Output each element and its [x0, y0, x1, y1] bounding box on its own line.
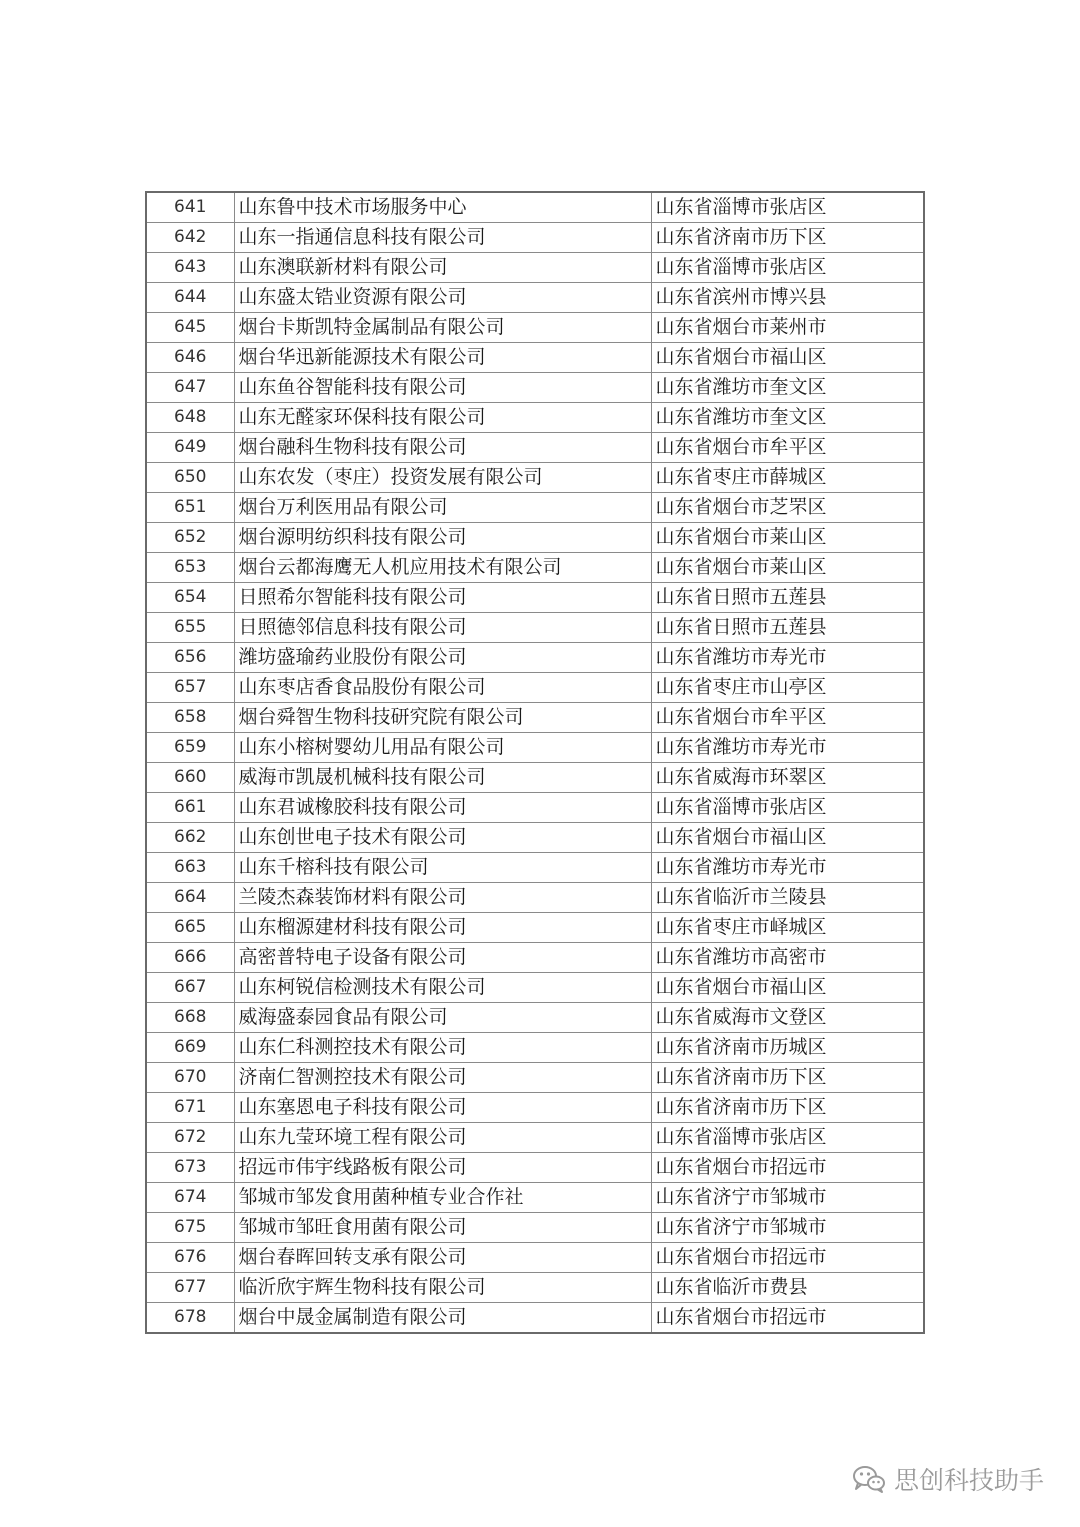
row-number-cell: 643	[146, 253, 234, 283]
table-row	[146, 463, 924, 493]
location-cell: 山东省烟台市牟平区	[651, 433, 924, 463]
company-name-cell: 潍坊盛瑜药业股份有限公司	[234, 643, 651, 673]
location-cell: 山东省淄博市张店区	[651, 253, 924, 283]
location-cell: 山东省日照市五莲县	[651, 613, 924, 643]
table-row	[146, 403, 924, 433]
company-name-cell: 招远市伟宇线路板有限公司	[234, 1153, 651, 1183]
row-number-cell: 673	[146, 1153, 234, 1183]
table-row	[146, 1243, 924, 1273]
location-cell: 山东省日照市五莲县	[651, 583, 924, 613]
table-row	[146, 313, 924, 343]
table-row	[146, 763, 924, 793]
row-number-cell: 662	[146, 823, 234, 853]
row-number-cell: 678	[146, 1303, 234, 1334]
table-row	[146, 1033, 924, 1063]
table-row	[146, 283, 924, 313]
row-number-cell: 642	[146, 223, 234, 253]
watermark-text: 思创科技助手	[893, 1466, 1044, 1495]
row-number-cell: 674	[146, 1183, 234, 1213]
company-name-cell: 烟台舜智生物科技研究院有限公司	[234, 703, 651, 733]
table-row	[146, 703, 924, 733]
company-name-cell: 威海市凯晟机械科技有限公司	[234, 763, 651, 793]
location-cell: 山东省烟台市招远市	[651, 1303, 924, 1334]
row-number-cell: 641	[146, 192, 234, 223]
location-cell: 山东省临沂市兰陵县	[651, 883, 924, 913]
table-row	[146, 793, 924, 823]
table-row	[146, 373, 924, 403]
location-cell: 山东省威海市文登区	[651, 1003, 924, 1033]
row-number-cell: 652	[146, 523, 234, 553]
row-number-cell: 671	[146, 1093, 234, 1123]
company-name-cell: 山东塞恩电子科技有限公司	[234, 1093, 651, 1123]
company-name-cell: 邹城市邹发食用菌种植专业合作社	[234, 1183, 651, 1213]
company-name-cell: 山东千榕科技有限公司	[234, 853, 651, 883]
row-number-cell: 664	[146, 883, 234, 913]
company-name-cell: 山东鱼谷智能科技有限公司	[234, 373, 651, 403]
table-row	[146, 943, 924, 973]
table-row	[146, 523, 924, 553]
company-name-cell: 烟台中晟金属制造有限公司	[234, 1303, 651, 1334]
row-number-cell: 665	[146, 913, 234, 943]
row-number-cell: 649	[146, 433, 234, 463]
location-cell: 山东省枣庄市薛城区	[651, 463, 924, 493]
location-cell: 山东省济南市历城区	[651, 1033, 924, 1063]
row-number-cell: 657	[146, 673, 234, 703]
company-name-cell: 山东九莹环境工程有限公司	[234, 1123, 651, 1153]
row-number-cell: 667	[146, 973, 234, 1003]
company-name-cell: 邹城市邹旺食用菌有限公司	[234, 1213, 651, 1243]
row-number-cell: 656	[146, 643, 234, 673]
company-name-cell: 烟台春晖回转支承有限公司	[234, 1243, 651, 1273]
row-number-cell: 670	[146, 1063, 234, 1093]
table-row	[146, 343, 924, 373]
row-number-cell: 659	[146, 733, 234, 763]
row-number-cell: 663	[146, 853, 234, 883]
location-cell: 山东省烟台市福山区	[651, 973, 924, 1003]
location-cell: 山东省淄博市张店区	[651, 192, 924, 223]
row-number-cell: 672	[146, 1123, 234, 1153]
row-number-cell: 651	[146, 493, 234, 523]
location-cell: 山东省烟台市莱州市	[651, 313, 924, 343]
enterprise-table	[145, 191, 925, 1334]
location-cell: 山东省济宁市邹城市	[651, 1213, 924, 1243]
company-name-cell: 山东创世电子技术有限公司	[234, 823, 651, 853]
table-row	[146, 823, 924, 853]
location-cell: 山东省潍坊市寿光市	[651, 643, 924, 673]
location-cell: 山东省潍坊市高密市	[651, 943, 924, 973]
row-number-cell: 653	[146, 553, 234, 583]
company-name-cell: 山东小榕树婴幼儿用品有限公司	[234, 733, 651, 763]
company-name-cell: 山东榴源建材科技有限公司	[234, 913, 651, 943]
company-name-cell: 高密普特电子设备有限公司	[234, 943, 651, 973]
company-name-cell: 山东一指通信息科技有限公司	[234, 223, 651, 253]
row-number-cell: 666	[146, 943, 234, 973]
table-row	[146, 673, 924, 703]
row-number-cell: 675	[146, 1213, 234, 1243]
company-name-cell: 山东仁科测控技术有限公司	[234, 1033, 651, 1063]
row-number-cell: 668	[146, 1003, 234, 1033]
table-row	[146, 1303, 924, 1334]
location-cell: 山东省烟台市芝罘区	[651, 493, 924, 523]
table-row	[146, 493, 924, 523]
location-cell: 山东省潍坊市寿光市	[651, 853, 924, 883]
row-number-cell: 660	[146, 763, 234, 793]
wechat-icon	[852, 1464, 886, 1494]
row-number-cell: 648	[146, 403, 234, 433]
company-name-cell: 日照希尔智能科技有限公司	[234, 583, 651, 613]
company-name-cell: 烟台源明纺织科技有限公司	[234, 523, 651, 553]
location-cell: 山东省临沂市费县	[651, 1273, 924, 1303]
table-row	[146, 853, 924, 883]
table-row	[146, 1153, 924, 1183]
row-number-cell: 669	[146, 1033, 234, 1063]
location-cell: 山东省枣庄市峄城区	[651, 913, 924, 943]
company-name-cell: 山东无醛家环保科技有限公司	[234, 403, 651, 433]
company-name-cell: 兰陵杰森装饰材料有限公司	[234, 883, 651, 913]
row-number-cell: 650	[146, 463, 234, 493]
location-cell: 山东省滨州市博兴县	[651, 283, 924, 313]
company-name-cell: 山东澳联新材料有限公司	[234, 253, 651, 283]
watermark	[852, 1461, 1044, 1497]
location-cell: 山东省淄博市张店区	[651, 793, 924, 823]
table-row	[146, 883, 924, 913]
location-cell: 山东省潍坊市奎文区	[651, 403, 924, 433]
company-name-cell: 山东柯锐信检测技术有限公司	[234, 973, 651, 1003]
company-name-cell: 烟台融科生物科技有限公司	[234, 433, 651, 463]
table-row	[146, 192, 924, 223]
row-number-cell: 647	[146, 373, 234, 403]
company-name-cell: 济南仁智测控技术有限公司	[234, 1063, 651, 1093]
company-name-cell: 山东盛太锆业资源有限公司	[234, 283, 651, 313]
company-name-cell: 日照德邻信息科技有限公司	[234, 613, 651, 643]
row-number-cell: 655	[146, 613, 234, 643]
table-row	[146, 1183, 924, 1213]
company-name-cell: 烟台云都海鹰无人机应用技术有限公司	[234, 553, 651, 583]
table-body	[146, 192, 924, 1333]
table-row	[146, 733, 924, 763]
table-row	[146, 1213, 924, 1243]
table-row	[146, 613, 924, 643]
location-cell: 山东省烟台市福山区	[651, 343, 924, 373]
location-cell: 山东省烟台市莱山区	[651, 553, 924, 583]
location-cell: 山东省潍坊市寿光市	[651, 733, 924, 763]
row-number-cell: 677	[146, 1273, 234, 1303]
row-number-cell: 646	[146, 343, 234, 373]
location-cell: 山东省济南市历下区	[651, 1093, 924, 1123]
company-name-cell: 烟台万利医用品有限公司	[234, 493, 651, 523]
table-row	[146, 553, 924, 583]
company-name-cell: 烟台华迅新能源技术有限公司	[234, 343, 651, 373]
table-row	[146, 433, 924, 463]
location-cell: 山东省淄博市张店区	[651, 1123, 924, 1153]
location-cell: 山东省济宁市邹城市	[651, 1183, 924, 1213]
company-name-cell: 山东鲁中技术市场服务中心	[234, 192, 651, 223]
company-name-cell: 临沂欣宇辉生物科技有限公司	[234, 1273, 651, 1303]
row-number-cell: 676	[146, 1243, 234, 1273]
location-cell: 山东省威海市环翠区	[651, 763, 924, 793]
row-number-cell: 658	[146, 703, 234, 733]
table-row	[146, 223, 924, 253]
table-row	[146, 973, 924, 1003]
table-row	[146, 1093, 924, 1123]
company-name-cell: 山东枣店香食品股份有限公司	[234, 673, 651, 703]
location-cell: 山东省烟台市牟平区	[651, 703, 924, 733]
table-row	[146, 643, 924, 673]
table-row	[146, 1273, 924, 1303]
table-row	[146, 913, 924, 943]
table-row	[146, 1123, 924, 1153]
row-number-cell: 654	[146, 583, 234, 613]
location-cell: 山东省枣庄市山亭区	[651, 673, 924, 703]
table-row	[146, 1063, 924, 1093]
table-row	[146, 253, 924, 283]
row-number-cell: 661	[146, 793, 234, 823]
location-cell: 山东省烟台市莱山区	[651, 523, 924, 553]
table-row	[146, 583, 924, 613]
location-cell: 山东省济南市历下区	[651, 223, 924, 253]
location-cell: 山东省烟台市福山区	[651, 823, 924, 853]
location-cell: 山东省烟台市招远市	[651, 1153, 924, 1183]
table-row	[146, 1003, 924, 1033]
location-cell: 山东省烟台市招远市	[651, 1243, 924, 1273]
location-cell: 山东省济南市历下区	[651, 1063, 924, 1093]
company-name-cell: 威海盛泰园食品有限公司	[234, 1003, 651, 1033]
row-number-cell: 645	[146, 313, 234, 343]
location-cell: 山东省潍坊市奎文区	[651, 373, 924, 403]
company-name-cell: 烟台卡斯凯特金属制品有限公司	[234, 313, 651, 343]
company-name-cell: 山东君诚橡胶科技有限公司	[234, 793, 651, 823]
row-number-cell: 644	[146, 283, 234, 313]
company-name-cell: 山东农发（枣庄）投资发展有限公司	[234, 463, 651, 493]
